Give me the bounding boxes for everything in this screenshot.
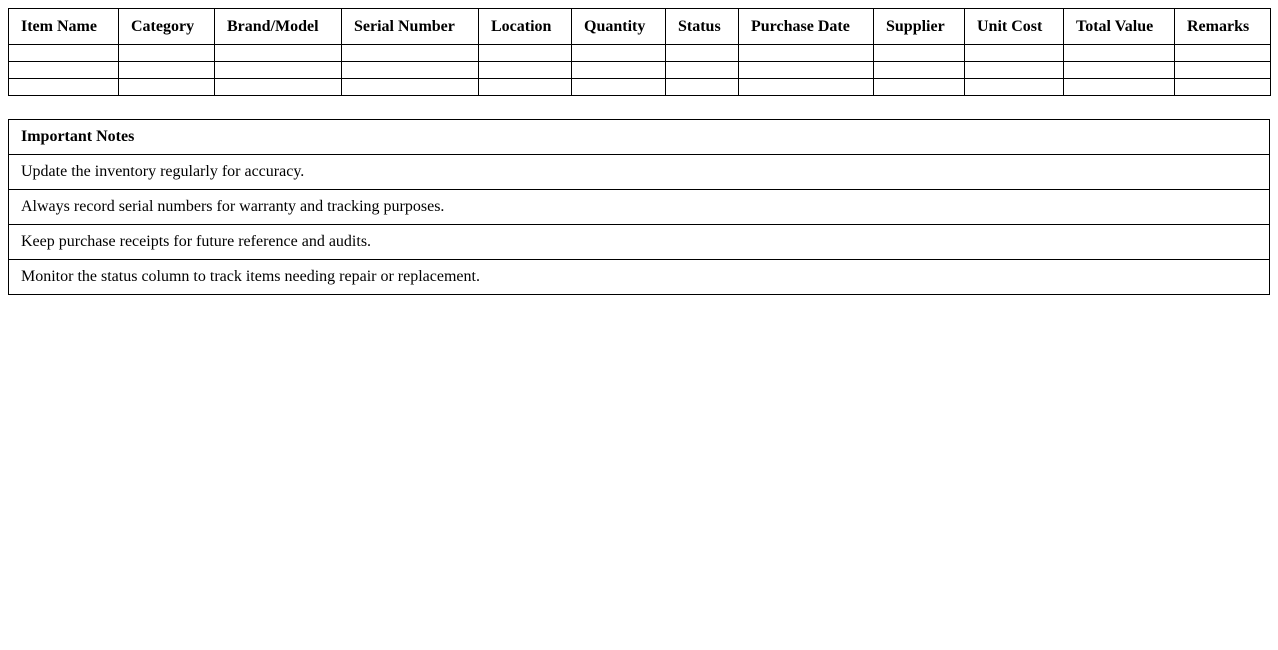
table-cell[interactable] (572, 62, 666, 79)
table-cell[interactable] (1064, 79, 1175, 96)
table-cell[interactable] (739, 79, 874, 96)
table-cell[interactable] (9, 45, 119, 62)
table-cell[interactable] (479, 79, 572, 96)
table-cell[interactable] (215, 45, 342, 62)
table-cell[interactable] (479, 45, 572, 62)
table-cell[interactable] (9, 62, 119, 79)
table-cell[interactable] (9, 79, 119, 96)
table-cell[interactable] (874, 79, 965, 96)
note-row (9, 225, 1270, 260)
column-header-remarks: Remarks (1175, 9, 1271, 45)
note-row (9, 190, 1270, 225)
table-cell[interactable] (572, 79, 666, 96)
table-cell[interactable] (666, 45, 739, 62)
column-header-location: Location (479, 9, 572, 45)
table-cell[interactable] (479, 62, 572, 79)
table-cell[interactable] (119, 62, 215, 79)
note-row (9, 155, 1270, 190)
column-header-status: Status (666, 9, 739, 45)
column-header-category: Category (119, 9, 215, 45)
note-item: Monitor the status column to track items needing repair or replacement. (9, 260, 1270, 295)
table-cell[interactable] (739, 62, 874, 79)
table-cell[interactable] (1064, 62, 1175, 79)
table-cell[interactable] (739, 45, 874, 62)
table-cell[interactable] (215, 79, 342, 96)
table-cell[interactable] (874, 62, 965, 79)
table-cell[interactable] (215, 62, 342, 79)
notes-heading-row (9, 120, 1270, 155)
table-cell[interactable] (1064, 45, 1175, 62)
table-cell[interactable] (965, 62, 1064, 79)
note-row (9, 260, 1270, 295)
table-cell[interactable] (119, 79, 215, 96)
note-item: Always record serial numbers for warranty and tracking purposes. (9, 190, 1270, 225)
table-row (9, 79, 1271, 96)
table-cell[interactable] (874, 45, 965, 62)
column-header-total-value: Total Value (1064, 9, 1175, 45)
notes-heading: Important Notes (9, 120, 1270, 155)
important-notes-table (8, 119, 1270, 295)
note-item: Keep purchase receipts for future reference and audits. (9, 225, 1270, 260)
table-cell[interactable] (965, 45, 1064, 62)
column-header-quantity: Quantity (572, 9, 666, 45)
column-header-supplier: Supplier (874, 9, 965, 45)
table-cell[interactable] (342, 79, 479, 96)
table-cell[interactable] (342, 62, 479, 79)
note-item: Update the inventory regularly for accuracy. (9, 155, 1270, 190)
table-cell[interactable] (965, 79, 1064, 96)
table-cell[interactable] (666, 79, 739, 96)
table-cell[interactable] (1175, 45, 1271, 62)
table-cell[interactable] (1175, 79, 1271, 96)
table-cell[interactable] (119, 45, 215, 62)
table-row (9, 45, 1271, 62)
table-header-row (9, 9, 1271, 45)
table-cell[interactable] (1175, 62, 1271, 79)
column-header-purchase-date: Purchase Date (739, 9, 874, 45)
inventory-table (8, 8, 1271, 96)
table-cell[interactable] (342, 45, 479, 62)
table-row (9, 62, 1271, 79)
column-header-item-name: Item Name (9, 9, 119, 45)
column-header-unit-cost: Unit Cost (965, 9, 1064, 45)
column-header-brand-model: Brand/Model (215, 9, 342, 45)
table-cell[interactable] (572, 45, 666, 62)
table-cell[interactable] (666, 62, 739, 79)
column-header-serial-number: Serial Number (342, 9, 479, 45)
